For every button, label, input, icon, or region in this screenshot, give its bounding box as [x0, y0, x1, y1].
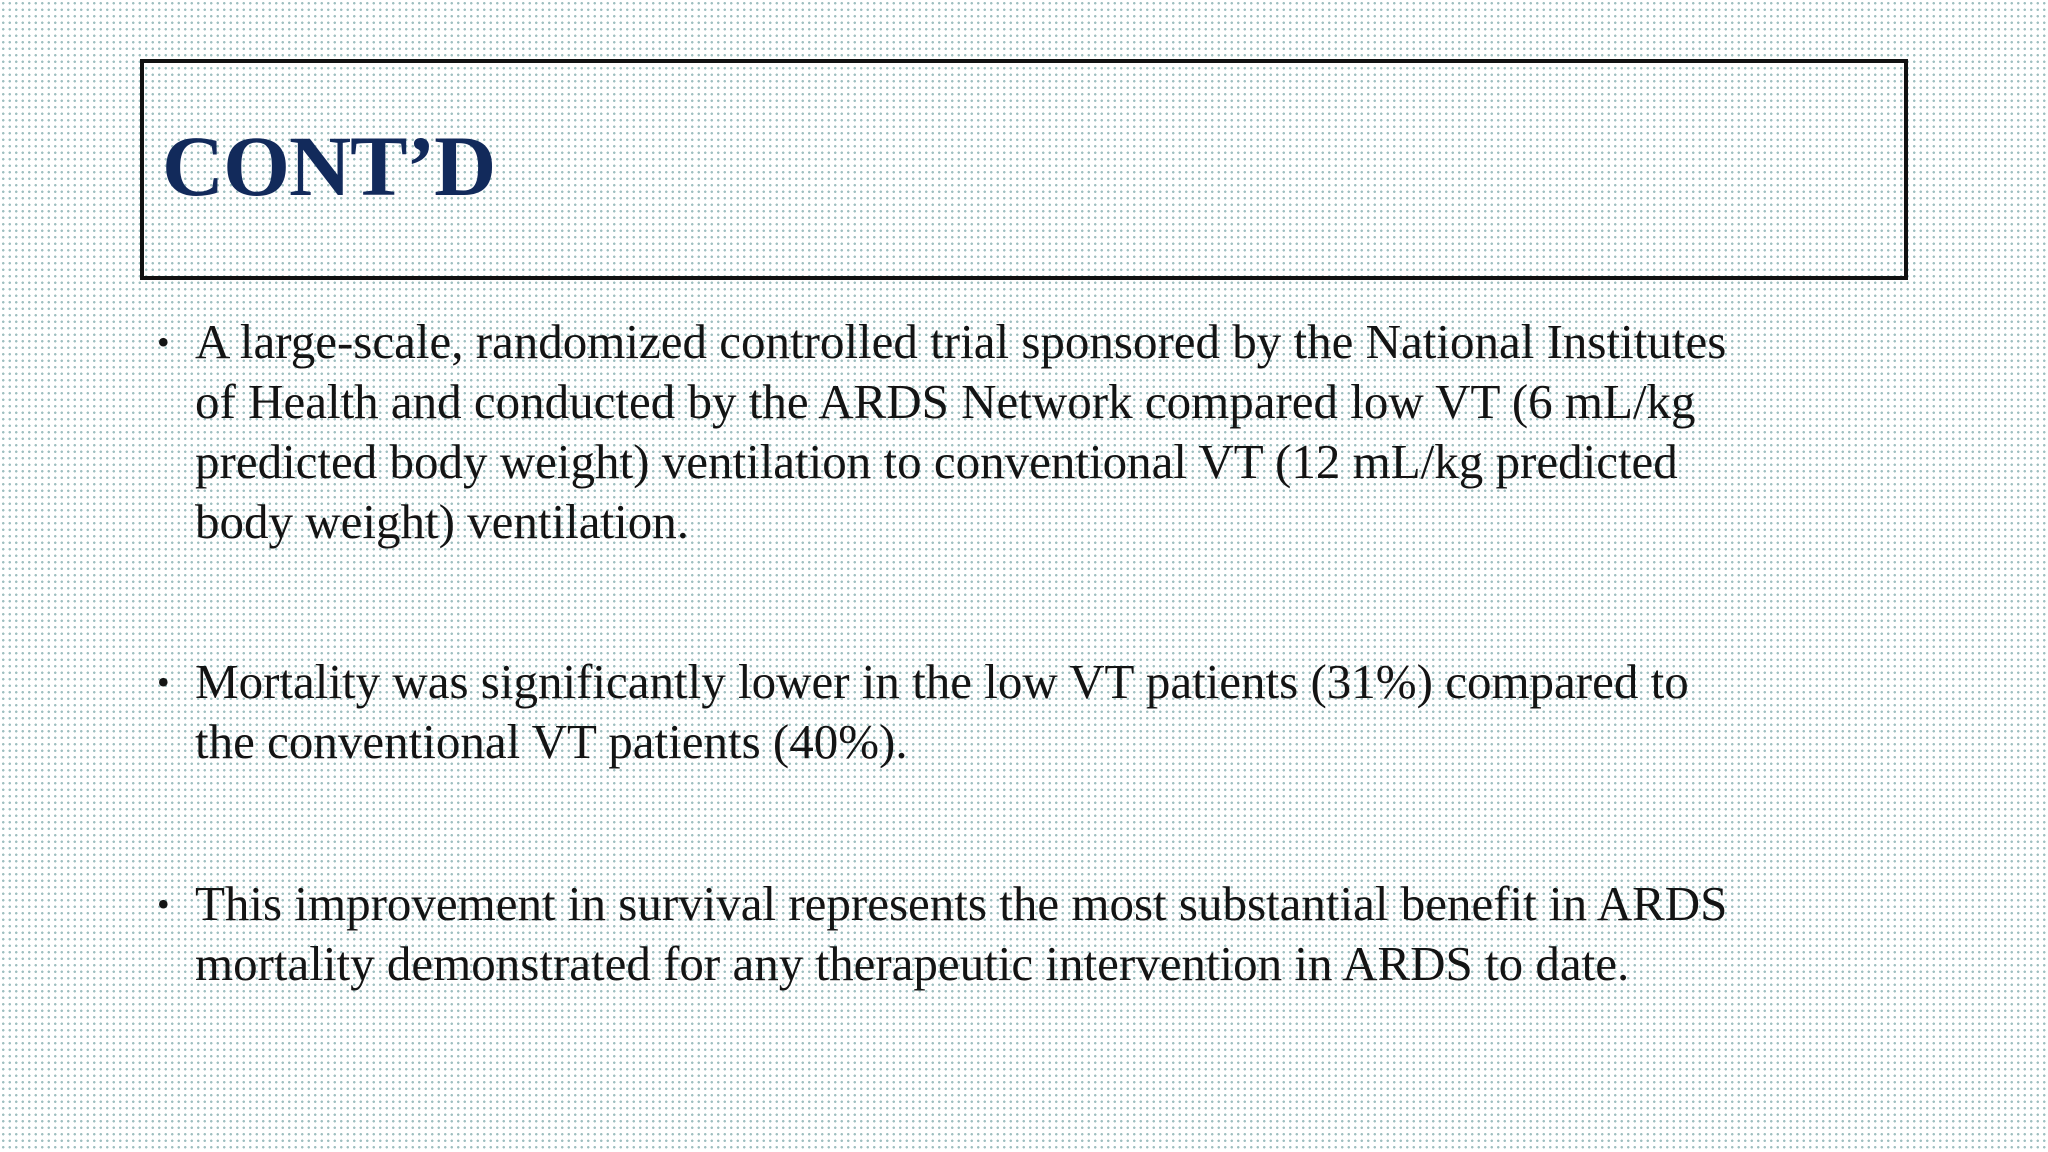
bullet-marker-icon: •: [157, 884, 170, 924]
bullet-marker-icon: •: [157, 662, 170, 702]
bullet-line: of Health and conducted by the ARDS Network compared low VT (6 mL/kg: [195, 374, 1696, 429]
title-box: [140, 59, 1908, 280]
bullet-line: This improvement in survival represents the most substantial benefit in ARDS: [195, 876, 1728, 931]
bullet-line: body weight) ventilation.: [195, 494, 689, 549]
bullet-line: mortality demonstrated for any therapeutic intervention in ARDS to date.: [195, 936, 1630, 991]
bullet-item-trial: [157, 312, 1917, 552]
bullet-list: [157, 312, 1917, 994]
bullet-line: Mortality was significantly lower in the low VT patients (31%) compared to: [195, 654, 1689, 709]
bullet-marker-icon: •: [157, 322, 170, 362]
bullet-item-mortality: [157, 652, 1917, 772]
slide-title: CONT’D: [162, 118, 496, 214]
bullet-line: predicted body weight) ventilation to conventional VT (12 mL/kg predicted: [195, 434, 1678, 489]
bullet-line: the conventional VT patients (40%).: [195, 714, 908, 769]
bullet-line: A large-scale, randomized controlled trial sponsored by the National Institutes: [195, 314, 1727, 369]
bullet-item-improvement: [157, 874, 1917, 994]
